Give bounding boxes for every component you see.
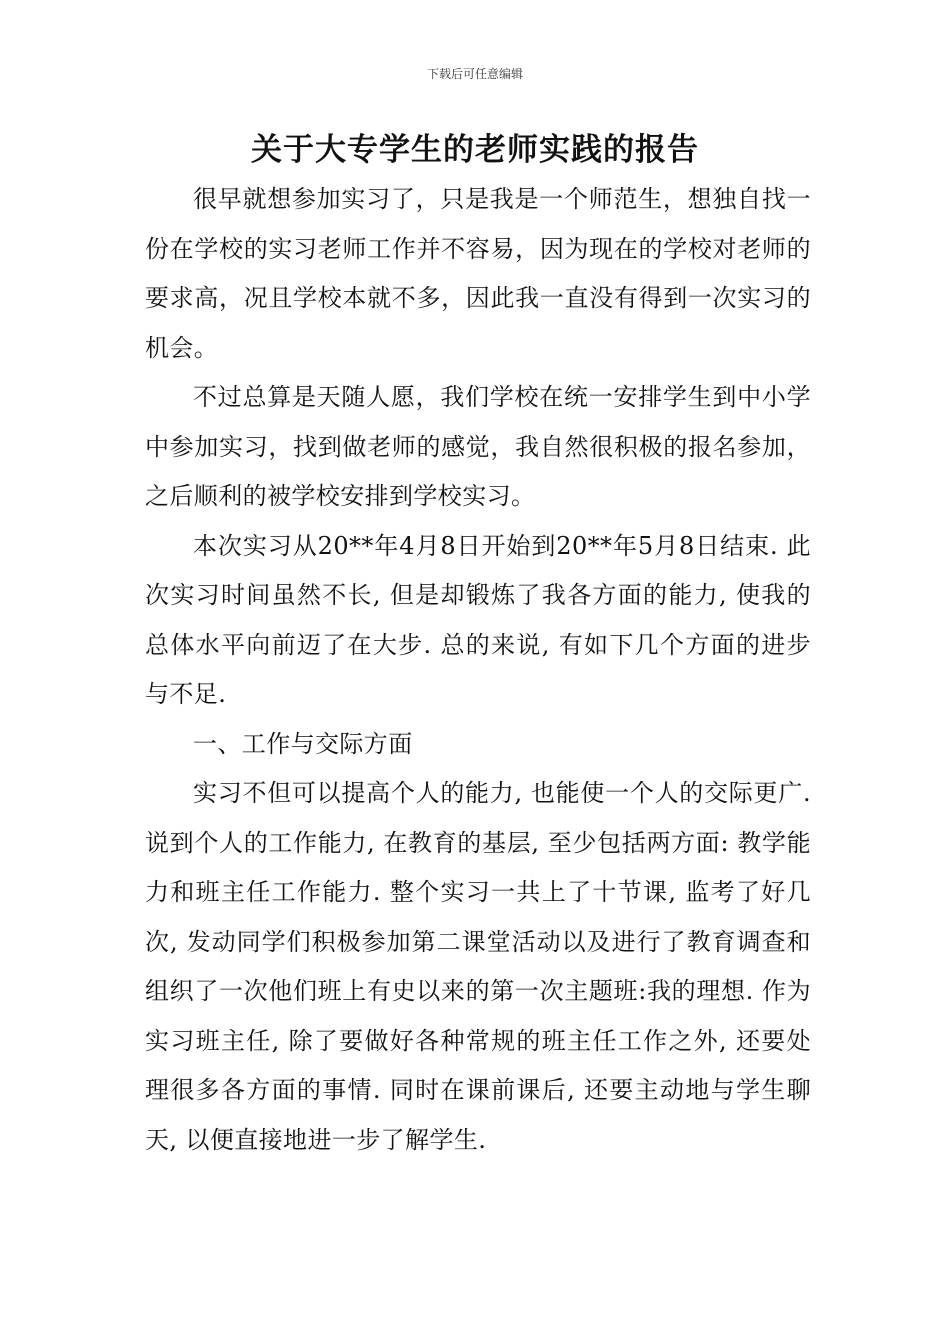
- paragraph-work-social: 实习不但可以提高个人的能力, 也能使一个人的交际更广. 说到个人的工作能力, 在教育的基层, 至少包括两方面: 教学能力和班主任工作能力. 整个实习一共上了十节课, 监考了好几次, 发动同学们积极参加第二课堂活动以及进行了教育调查和组织了一次他们班上有史以来的第一次主题班:我的理想. 作为实习班主任, 除了要做好各种常规的班主任工作之外, 还要处理很多各方面的事情. 同时在课前课后, 还要主动地与学生聊天, 以便直接地进一步了解学生.: [145, 779, 811, 1154]
- document-body: [145, 175, 811, 1165]
- paragraph-intro: 很早就想参加实习了，只是我是一个师范生，想独自找一份在学校的实习老师工作并不容易，因为现在的学校对老师的要求高，况且学校本就不多，因此我一直没有得到一次实习的机会。: [145, 185, 811, 362]
- paragraph-opportunity: 不过总算是天随人愿，我们学校在统一安排学生到中小学中参加实习，找到做老师的感觉，我自然很积极的报名参加，之后顺利的被学校安排到学校实习。: [145, 383, 811, 510]
- section-heading-work-social: 一、工作与交际方面: [193, 729, 413, 758]
- download-note: 下载后可任意编辑: [426, 67, 523, 81]
- paragraph-period: 本次实习从20**年4月8日开始到20**年5月8日结束. 此次实习时间虽然不长, 但是却锻炼了我各方面的能力, 使我的总体水平向前迈了在大步. 总的来说, 有如下几个方面的进步与不足.: [145, 531, 811, 708]
- document-title: 关于大专学生的老师实践的报告: [251, 132, 699, 168]
